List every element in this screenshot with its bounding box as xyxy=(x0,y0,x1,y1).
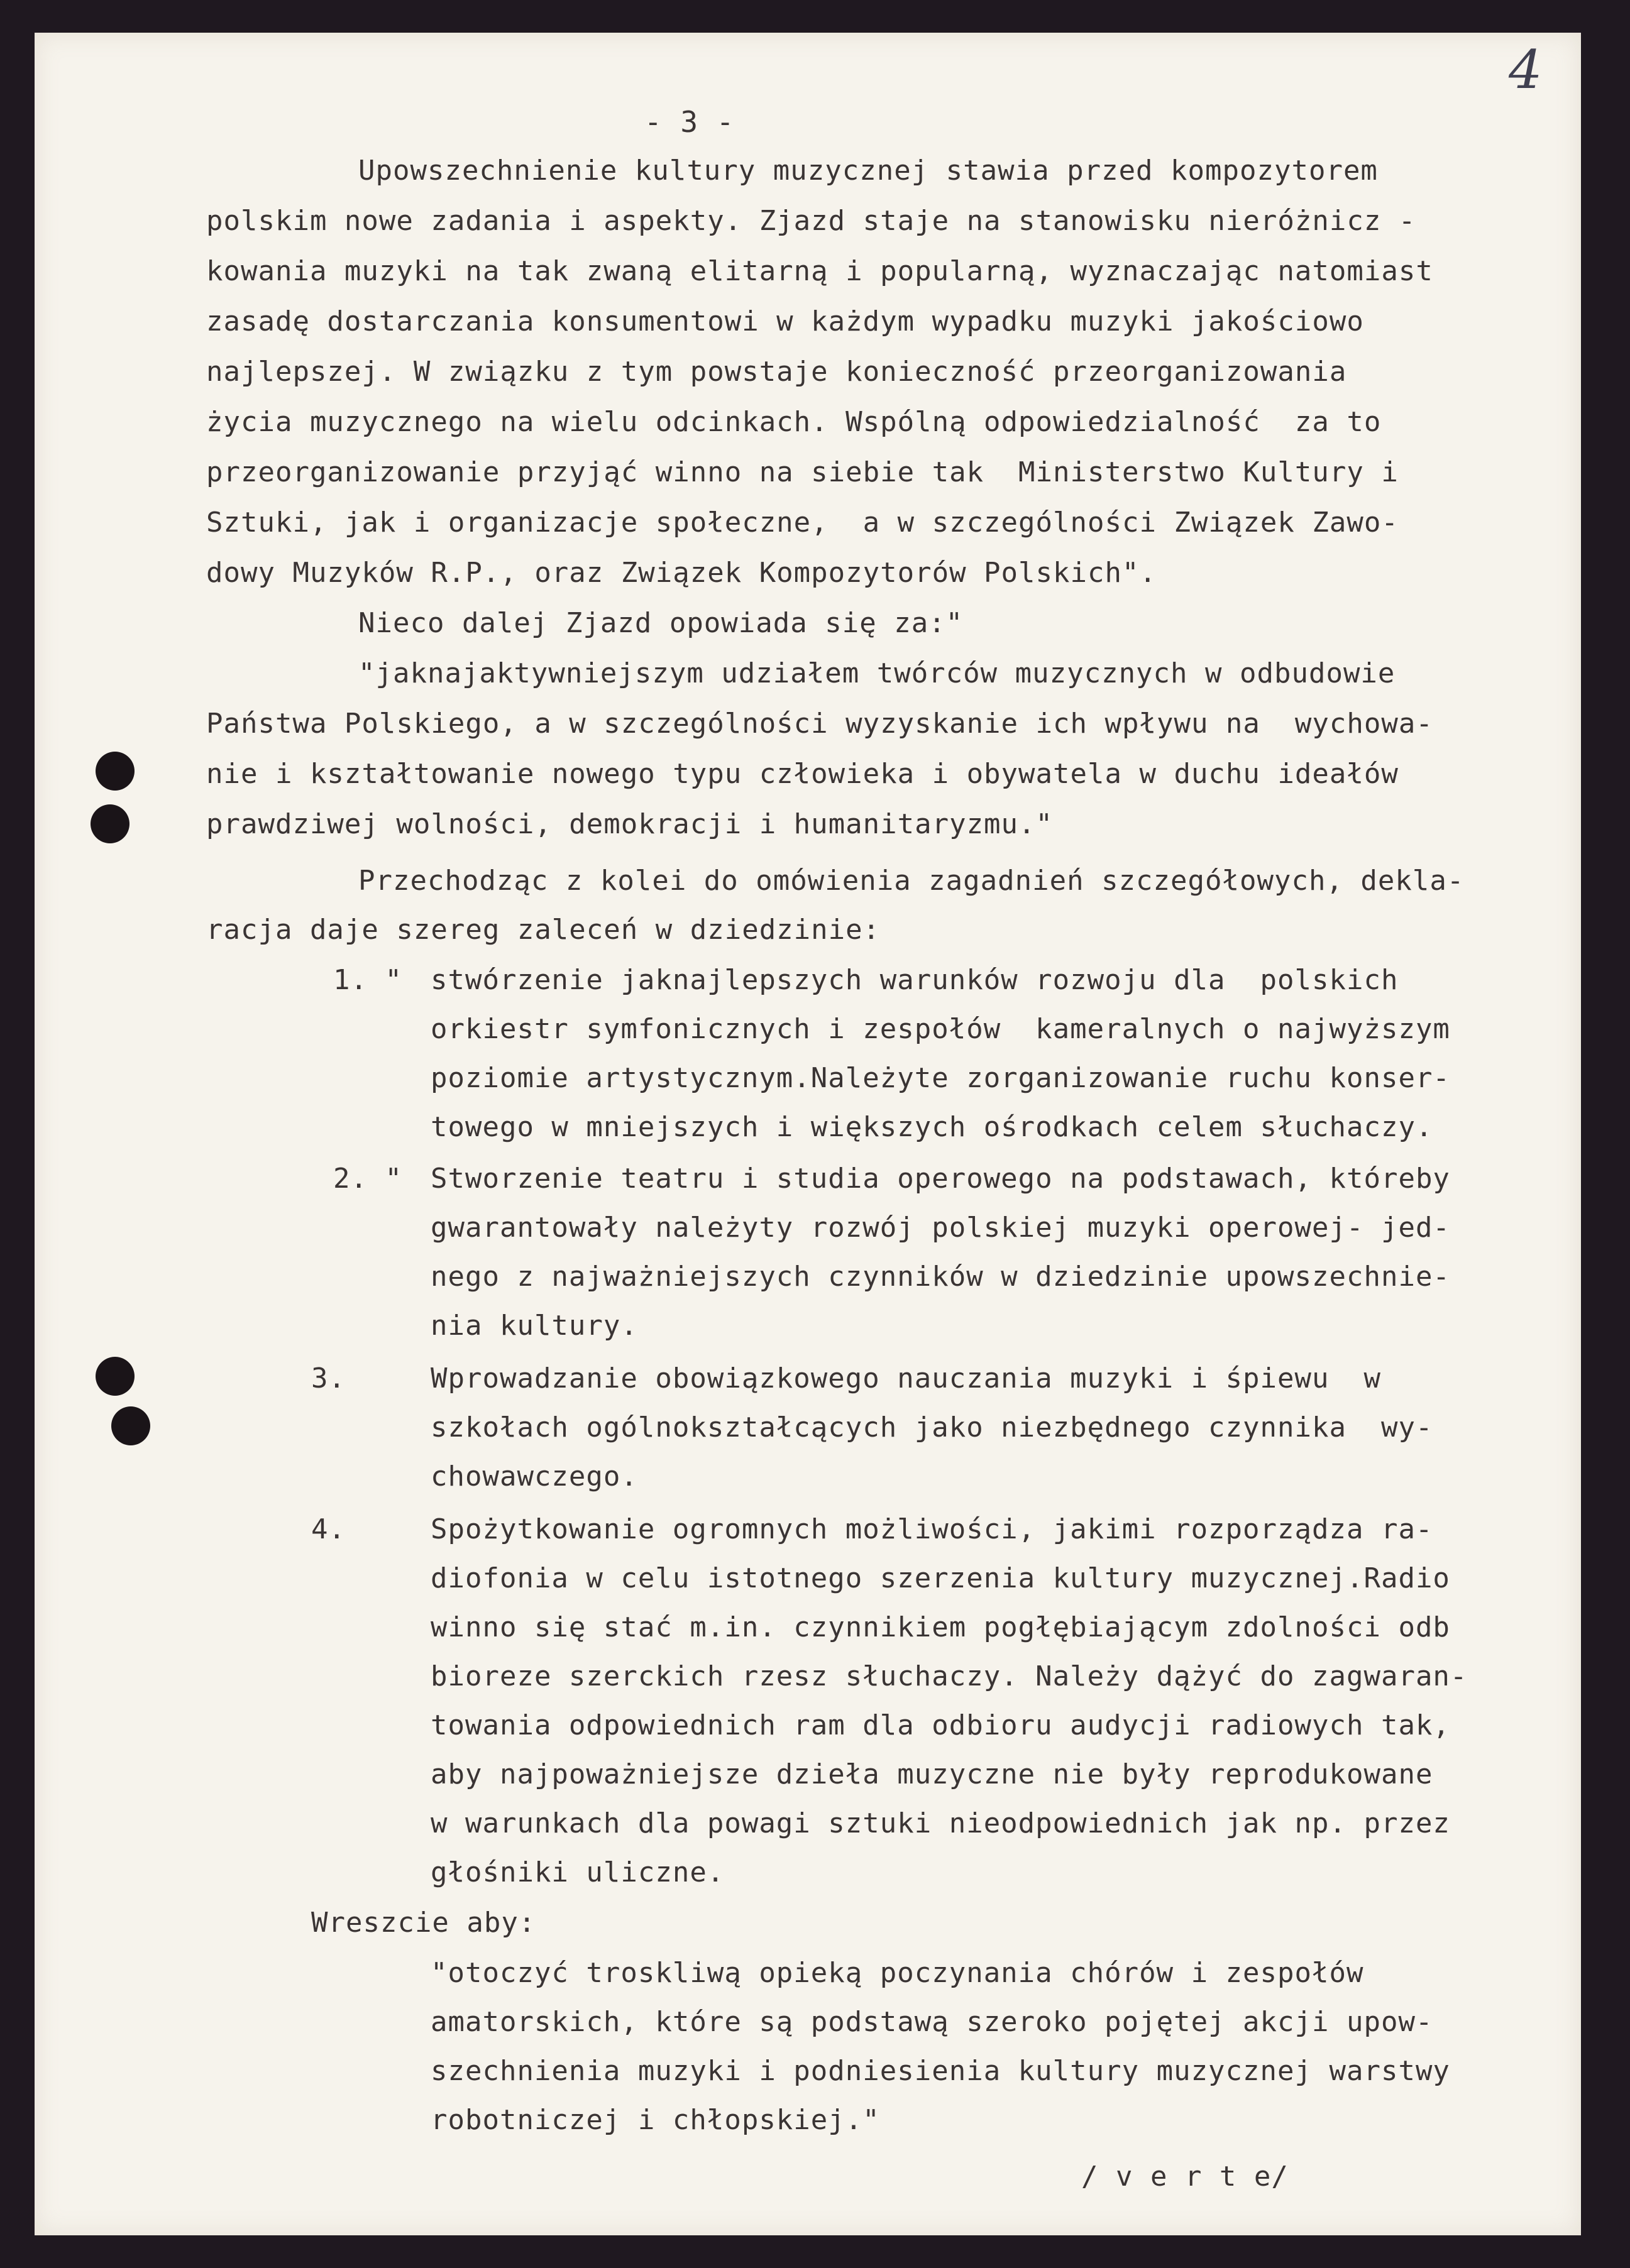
text-line: nie i kształtowanie nowego typu człowieka i obywatela w duchu ideałów xyxy=(206,758,1399,790)
list-item-text: szkołach ogólnokształcących jako niezbędnego czynnika wy- xyxy=(431,1411,1433,1444)
list-item-text: Spożytkowanie ogromnych możliwości, jakimi rozporządza ra- xyxy=(431,1513,1433,1545)
punch-hole xyxy=(96,752,135,791)
text-line: racja daje szereg zaleceń w dziedzinie: xyxy=(206,914,881,946)
list-marker: 3. xyxy=(311,1362,346,1394)
list-item-text: stwórzenie jaknajlepszych warunków rozwoju dla polskich xyxy=(431,964,1399,996)
list-item-text: nego z najważniejszych czynników w dziedzinie upowszechnie- xyxy=(431,1261,1450,1293)
text-line: Sztuki, jak i organizacje społeczne, a w szczególności Związek Zawo- xyxy=(206,507,1399,539)
text-line: zasadę dostarczania konsumentowi w każdym wypadku muzyki jakościowo xyxy=(206,305,1364,337)
text-line: najlepszej. W związku z tym powstaje konieczność przeorganizowania xyxy=(206,356,1347,388)
text-line: Wreszcie aby: xyxy=(311,1907,536,1939)
list-item-text: aby najpoważniejsze dzieła muzyczne nie były reprodukowane xyxy=(431,1758,1433,1790)
list-item-text: głośniki uliczne. xyxy=(431,1856,725,1888)
list-item-text: gwarantowały należyty rozwój polskiej muzyki operowej- jed- xyxy=(431,1212,1450,1244)
text-line: Przechodząc z kolei do omówienia zagadnień szczegółowych, dekla- xyxy=(358,865,1465,897)
punch-hole xyxy=(111,1406,150,1445)
text-line: kowania muzyki na tak zwaną elitarną i popularną, wyznaczając natomiast xyxy=(206,255,1433,287)
quote-line: szechnienia muzyki i podniesienia kultury muzycznej warstwy xyxy=(431,2055,1450,2087)
list-item-text: nia kultury. xyxy=(431,1310,638,1342)
list-item-text: towania odpowiednich ram dla odbioru audycji radiowych tak, xyxy=(431,1709,1450,1741)
quote-line: amatorskich, które są podstawą szeroko pojętej akcji upow- xyxy=(431,2006,1433,2038)
document-page xyxy=(35,33,1581,2235)
quote-line: "otoczyć troskliwą opieką poczynania chórów i zespołów xyxy=(431,1957,1364,1989)
punch-hole xyxy=(91,804,129,843)
text-line: Upowszechnienie kultury muzycznej stawia przed kompozytorem xyxy=(358,155,1378,187)
list-item-text: Stworzenie teatru i studia operowego na podstawach, któreby xyxy=(431,1163,1450,1195)
list-item-text: chowawczego. xyxy=(431,1460,638,1493)
list-marker: 2. " xyxy=(333,1163,402,1195)
list-item-text: poziomie artystycznym.Należyte zorganizowanie ruchu konser- xyxy=(431,1062,1450,1094)
list-item-text: w warunkach dla powagi sztuki nieodpowiednich jak np. przez xyxy=(431,1807,1450,1839)
page-number: - 3 - xyxy=(644,105,735,139)
text-line: polskim nowe zadania i aspekty. Zjazd staje na stanowisku nieróżnicz - xyxy=(206,205,1416,237)
list-marker: 4. xyxy=(311,1513,346,1545)
text-line: przeorganizowanie przyjąć winno na siebie tak Ministerstwo Kultury i xyxy=(206,456,1399,488)
text-line: Nieco dalej Zjazd opowiada się za:" xyxy=(358,607,964,639)
list-item-text: orkiestr symfonicznych i zespołów kameralnych o najwyższym xyxy=(431,1013,1450,1045)
quote-line: robotniczej i chłopskiej." xyxy=(431,2104,880,2136)
list-item-text: towego w mniejszych i większych ośrodkach celem słuchaczy. xyxy=(431,1111,1433,1143)
folio-number: 4 xyxy=(1509,39,1543,101)
text-line: "jaknajaktywniejszym udziałem twórców muzycznych w odbudowie xyxy=(358,657,1396,689)
list-marker: 1. " xyxy=(333,964,402,996)
list-item-text: Wprowadzanie obowiązkowego nauczania muzyki i śpiewu w xyxy=(431,1362,1381,1394)
text-line: życia muzycznego na wielu odcinkach. Wspólną odpowiedzialność za to xyxy=(206,406,1382,438)
list-item-text: diofonia w celu istotnego szerzenia kultury muzycznej.Radio xyxy=(431,1562,1450,1594)
text-line: prawdziwej wolności, demokracji i humanitaryzmu." xyxy=(206,808,1054,840)
list-item-text: bioreze szerckich rzesz słuchaczy. Należy dążyć do zagwaran- xyxy=(431,1660,1468,1692)
text-line: dowy Muzyków R.P., oraz Związek Kompozytorów Polskich". xyxy=(206,557,1157,589)
verte-note: / v e r t e/ xyxy=(1081,2161,1289,2193)
text-line: Państwa Polskiego, a w szczególności wyzyskanie ich wpływu na wychowa- xyxy=(206,708,1433,740)
punch-hole xyxy=(96,1357,135,1396)
list-item-text: winno się stać m.in. czynnikiem pogłębiającym zdolności odb xyxy=(431,1611,1450,1643)
